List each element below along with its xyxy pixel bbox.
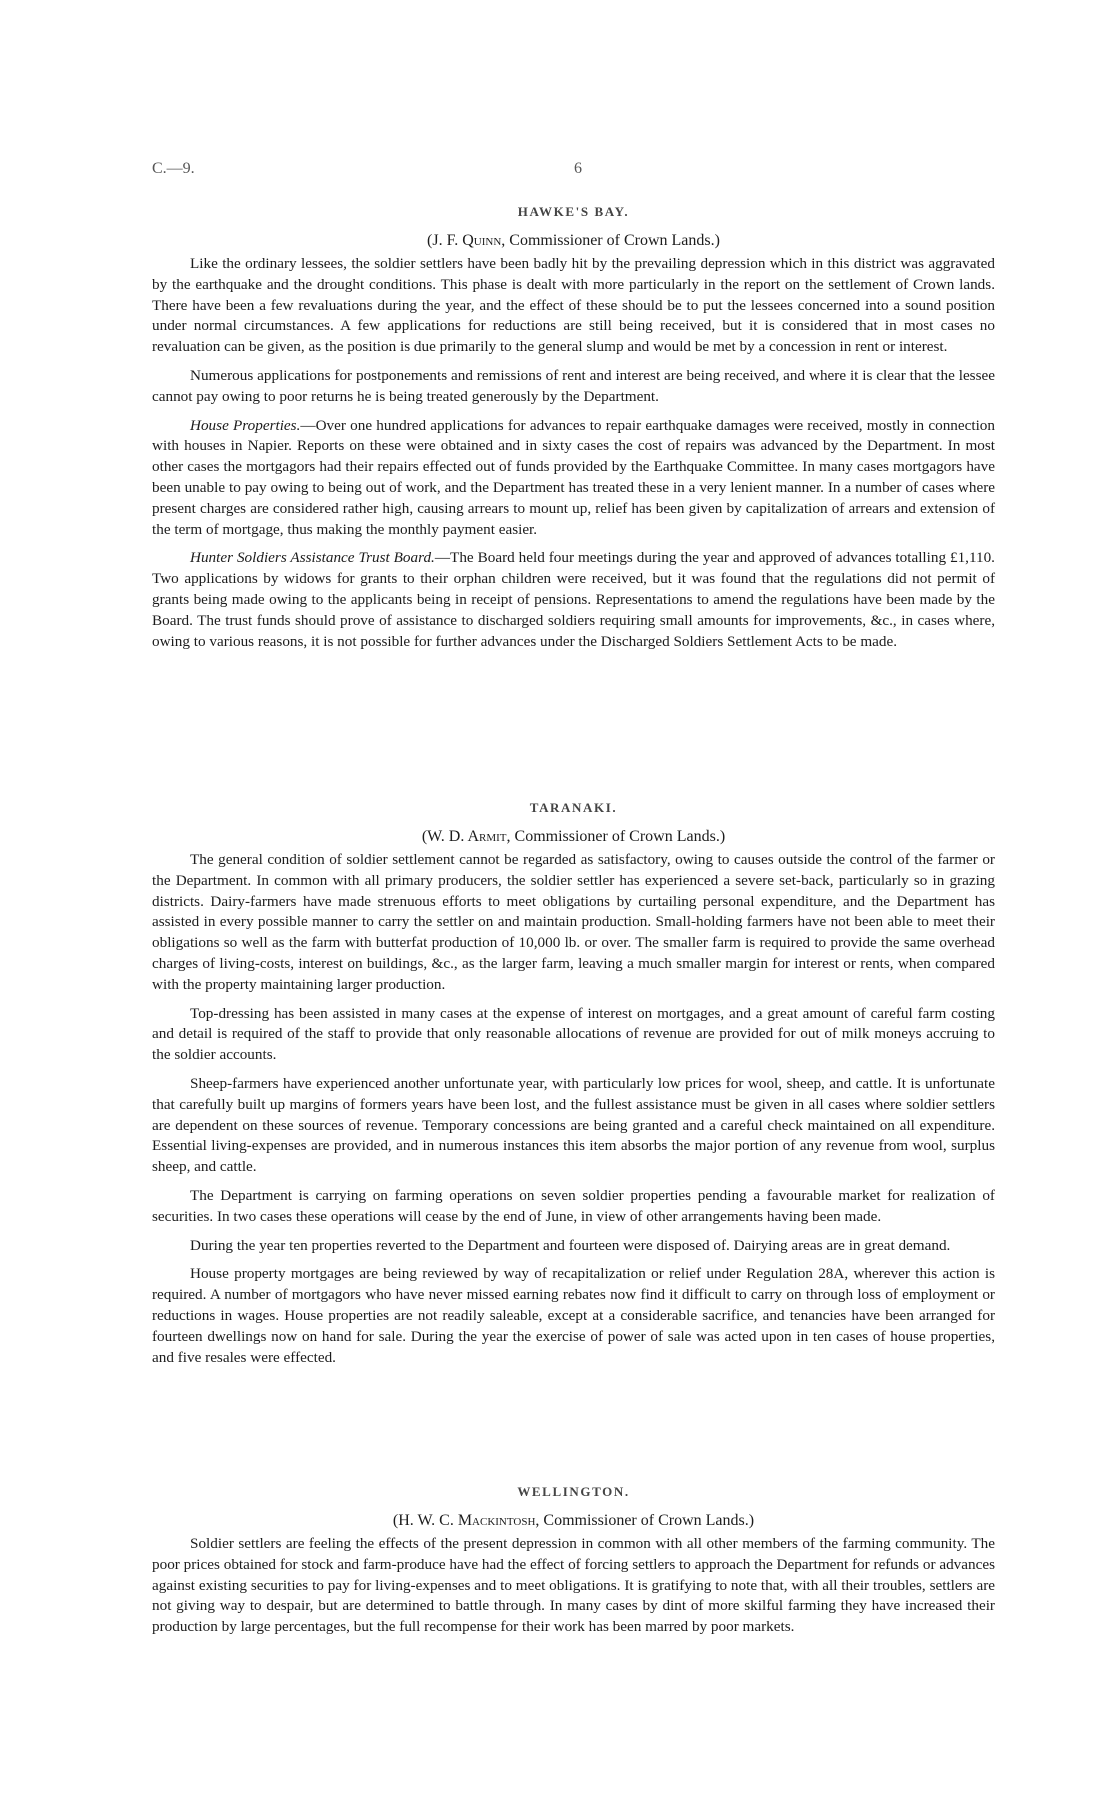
paragraph	[152, 548, 995, 652]
paragraph	[152, 366, 995, 408]
paragraph-text: Soldier settlers are feeling the effects of the present depression in common with all other members of the farming community. The poor prices obtained for stock and farm-produce have had the effect of forcing settlers to approach the Department for refunds or advances against existing securities to pay for living-expenses and to meet obligations. It is gratifying to note that, with all their troubles, settlers are not giving way to despair, but are determined to battle through. In many cases by dint of more skilful farming they have increased their production by large percentages, but the full recompense for their work has been marred by poor markets.	[152, 1535, 995, 1636]
commissioner-name: J. F. Quinn	[432, 232, 502, 249]
paragraph	[152, 1534, 995, 1638]
paragraph	[152, 254, 995, 358]
page-number: 6	[574, 160, 582, 177]
paragraph	[152, 1074, 995, 1178]
paragraph-text: Top-dressing has been assisted in many cases at the expense of interest on mortgages, and a great amount of careful farm costing and detail is required of the staff to provide that only reasonable allocations of revenue are provided for out of milk moneys accruing to the soldier accounts.	[152, 1004, 995, 1064]
paragraph	[152, 850, 995, 996]
paragraph	[152, 1264, 995, 1368]
paragraph	[152, 1186, 995, 1228]
commissioner-title: , Commissioner of Crown Lands.)	[535, 1512, 755, 1529]
commissioner-name: H. W. C. Mackintosh	[398, 1512, 536, 1529]
paragraph-text: Numerous applications for postponements and remissions of rent and interest are being received, and where it is clear that the lessee cannot pay owing to poor returns he is being treated generously by the Department.	[152, 366, 995, 405]
section-heading: HAWKE'S BAY.	[517, 204, 630, 219]
commissioner-line: (W. D. Armit, Commissioner of Crown Lands.)	[421, 828, 726, 845]
commissioner-title: , Commissioner of Crown Lands.)	[501, 232, 720, 249]
section-heading: TARANAKI.	[529, 800, 618, 815]
paragraph-text: Like the ordinary lessees, the soldier settlers have been badly hit by the prevailing depression which in this district was aggravated by the earthquake and the drought conditions. This phase is dealt with more particularly in the report on the settlement of Crown lands. There have been a few revaluations during the year, and the effect of these should be to put the lessees concerned into a sound position under normal circumstances. A few applications for reductions are still being received, but it is considered that in most cases no revaluation can be given, as the position is due primarily to the general slump and would be met by a concession in rent or interest.	[152, 255, 995, 356]
paragraph	[152, 1236, 995, 1257]
section-taranaki	[152, 800, 995, 1368]
section-wellington	[152, 1484, 995, 1638]
section-heading: WELLINGTON.	[517, 1484, 630, 1499]
paragraph	[152, 416, 995, 541]
paragraph-text: —Over one hundred applications for advances to repair earthquake damages were received, mostly in connection with houses in Napier. Reports on these were obtained and in sixty cases the cost of repairs was advanced by the Department. In most other cases the mortgagors had their repairs effected out of funds provided by the Earthquake Committee. In many cases mortgagors have been unable to pay owing to being out of work, and the Department has treated these in a very lenient manner. In a number of cases where present charges are considered rather high, causing arrears to mount up, relief has been given by capitalization of arrears and extension of the term of mortgage, thus making the monthly payment easier.	[152, 416, 995, 538]
paragraph-text: —The Board held four meetings during the year and approved of advances totalling £1,110. Two applications by widows for grants to their orphan children were received, but it was found that the regulations did not permit of grants being made owing to the applicants being in receipt of pensions. Representations to amend the regulations have been made by the Board. The trust funds should prove of assistance to discharged soldiers requiring small amounts for improvements, &c., in cases where, owing to various reasons, it is not possible for further advances under the Discharged Soldiers Settlement Acts to be made.	[152, 549, 995, 650]
page-header	[152, 160, 995, 182]
document-page	[152, 160, 995, 182]
paragraph-text: The Department is carrying on farming operations on seven soldier properties pending a favourable market for realization of securities. In two cases these operations will cease by the end of June, in view of other arrangements having been made.	[152, 1186, 995, 1225]
document-reference: C.—9.	[152, 160, 195, 177]
paragraph	[152, 1004, 995, 1066]
paragraph-text: Sheep-farmers have experienced another unfortunate year, with particularly low prices for wool, sheep, and cattle. It is unfortunate that carefully built up margins of formers years have been lost, and the fullest assistance must be given in all cases where soldier settlers are dependent on these sources of revenue. Temporary concessions are being granted and a careful check maintained on all expenditure. Essential living-expenses are provided, and in numerous instances this item absorbs the major portion of any revenue from wool, surplus sheep, and cattle.	[152, 1074, 995, 1176]
paragraph-lead: House Properties.	[190, 416, 301, 434]
paragraph-text: The general condition of soldier settlement cannot be regarded as satisfactory, owing to causes outside the control of the farmer or the Department. In common with all primary producers, the soldier settler has experienced a severe set-back, particularly so in grazing districts. Dairy-farmers have made strenuous efforts to meet obligations by curtailing personal expenditure, and the Department has assisted in every possible manner to carry the settler on and maintain production. Small-holding farmers have not been able to meet their obligations so well as the farm with butterfat production of 10,000 lb. or over. The smaller farm is required to provide the same overhead charges of living-costs, interest on buildings, &c., as the larger farm, leaving a much smaller margin for interest or rents, when compared with the property maintaining larger production.	[152, 851, 995, 993]
paragraph-lead: Hunter Soldiers Assistance Trust Board.	[190, 549, 435, 567]
commissioner-title: , Commissioner of Crown Lands.)	[506, 828, 726, 845]
commissioner-name: W. D. Armit	[427, 828, 507, 845]
paragraph-text: During the year ten properties reverted to the Department and fourteen were disposed of. Dairying areas are in great demand.	[190, 1236, 951, 1254]
paragraph-text: House property mortgages are being reviewed by way of recapitalization or relief under Regulation 28A, wherever this action is required. A number of mortgagors who have never missed earning rebates now find it difficult to carry on through loss of employment or reductions in wages. House properties are not readily saleable, except at a considerable sacrifice, and tenancies have been arranged for fourteen dwellings now on hand for sale. During the year the exercise of power of sale was acted upon in ten cases of house properties, and five resales were effected.	[152, 1265, 995, 1366]
section-hawkes-bay	[152, 204, 995, 652]
commissioner-line: (J. F. Quinn, Commissioner of Crown Lands.)	[427, 232, 720, 249]
commissioner-line: (H. W. C. Mackintosh, Commissioner of Crown Lands.)	[392, 1512, 755, 1529]
